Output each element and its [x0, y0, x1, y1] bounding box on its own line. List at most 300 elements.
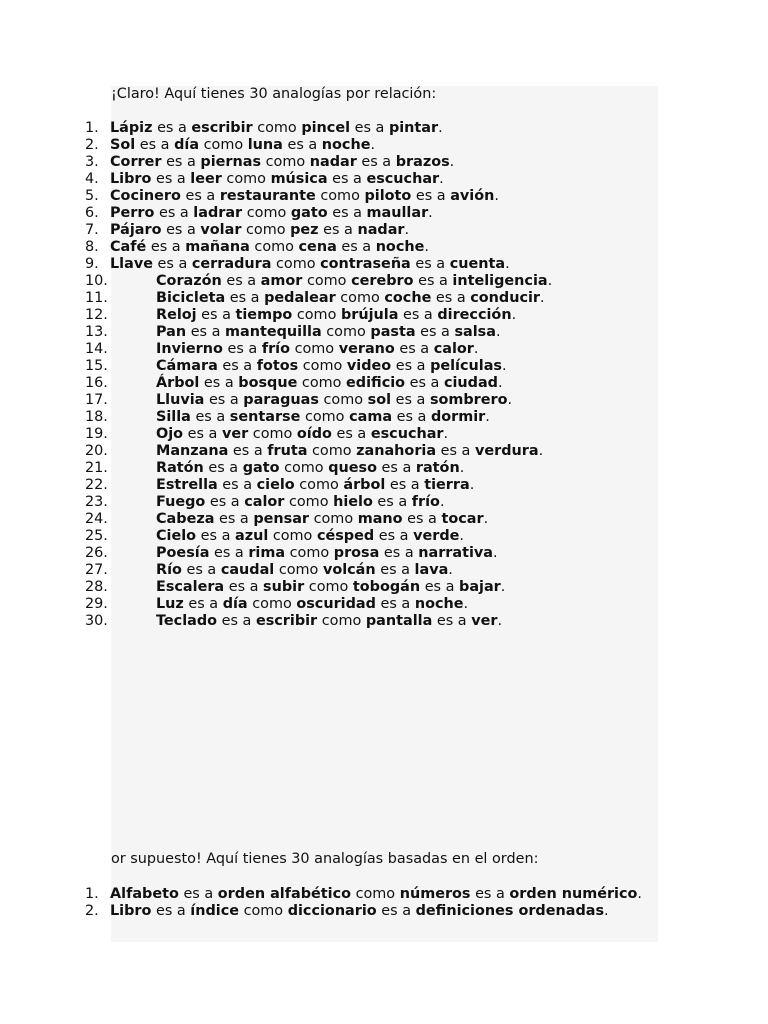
item-number: 24.: [85, 511, 108, 527]
analogy-term: cielo: [256, 477, 295, 493]
analogy-connector: es a: [436, 443, 475, 459]
analogy-connector: como: [242, 205, 291, 221]
analogy-item: [85, 426, 665, 443]
analogy-connector: .: [424, 239, 429, 255]
analogy-list-relation: [85, 120, 665, 630]
analogy-connector: es a: [196, 307, 236, 323]
analogy-connector: .: [637, 886, 642, 902]
analogy-term: restaurante: [219, 188, 316, 204]
analogy-text: [156, 290, 545, 307]
analogy-term: ver: [471, 613, 498, 629]
item-number: 26.: [85, 545, 108, 561]
analogy-connector: es a: [327, 205, 367, 221]
analogy-term: Lluvia: [156, 392, 205, 408]
analogy-connector: es a: [217, 477, 257, 493]
analogy-term: verde: [413, 528, 460, 544]
analogy-term: conducir: [470, 290, 541, 306]
analogy-connector: como: [261, 154, 310, 170]
analogy-item: [85, 477, 665, 494]
analogy-connector: como: [199, 137, 248, 153]
analogy-term: orden numérico: [509, 886, 638, 902]
analogy-connector: .: [463, 596, 469, 612]
analogy-text: [156, 613, 502, 630]
analogy-item: [85, 562, 665, 579]
analogy-connector: como: [274, 562, 323, 578]
analogy-term: escuchar: [366, 171, 440, 187]
analogy-connector: es a: [410, 256, 450, 272]
analogy-term: pensar: [253, 511, 310, 527]
analogy-connector: .: [604, 903, 609, 919]
item-number: 7.: [85, 222, 99, 238]
analogy-term: inteligencia: [452, 273, 548, 289]
analogy-term: ratón: [415, 460, 460, 476]
analogy-connector: es a: [432, 613, 472, 629]
analogy-item: [85, 613, 665, 630]
item-number: 4.: [85, 171, 99, 187]
analogy-term: películas: [430, 358, 502, 374]
analogy-connector: .: [438, 120, 443, 136]
analogy-item: [85, 494, 665, 511]
analogy-connector: es a: [224, 579, 264, 595]
analogy-term: mantequilla: [225, 324, 322, 340]
item-number: 5.: [85, 188, 99, 204]
analogy-connector: es a: [327, 171, 367, 187]
analogy-item: [85, 528, 665, 545]
analogy-term: coche: [384, 290, 432, 306]
analogy-term: música: [270, 171, 328, 187]
analogy-term: Fuego: [156, 494, 206, 510]
analogy-term: paraguas: [243, 392, 319, 408]
analogy-term: Café: [110, 239, 147, 255]
analogy-term: queso: [328, 460, 377, 476]
analogy-connector: como: [268, 528, 317, 544]
analogy-connector: como: [351, 886, 400, 902]
analogy-term: subir: [263, 579, 305, 595]
analogy-connector: como: [248, 426, 297, 442]
analogy-term: rima: [248, 545, 286, 561]
section-1-intro: ¡Claro! Aquí tienes 30 analogías por relación:: [111, 86, 437, 102]
analogy-connector: como: [221, 171, 271, 187]
analogy-term: índice: [190, 903, 239, 919]
analogy-term: Luz: [156, 596, 184, 612]
analogy-connector: como: [321, 324, 371, 340]
analogy-connector: es a: [180, 188, 220, 204]
analogy-term: Cocinero: [110, 188, 181, 204]
analogy-text: [156, 494, 445, 511]
analogy-connector: es a: [196, 528, 235, 544]
item-number: 6.: [85, 205, 99, 221]
analogy-term: volar: [200, 222, 242, 238]
analogy-term: tierra: [424, 477, 470, 493]
analogy-connector: .: [497, 375, 503, 391]
analogy-item: [85, 579, 665, 596]
analogy-text: [110, 137, 375, 154]
analogy-connector: como: [290, 341, 339, 357]
analogy-connector: es a: [178, 886, 218, 902]
analogy-connector: como: [300, 409, 350, 425]
analogy-connector: es a: [391, 392, 430, 408]
analogy-connector: es a: [154, 205, 194, 221]
analogy-term: Reloj: [156, 307, 197, 323]
analogy-term: Cielo: [156, 528, 197, 544]
analogy-term: fotos: [256, 358, 299, 374]
analogy-term: cena: [298, 239, 337, 255]
item-number: 1.: [85, 886, 99, 902]
analogy-term: escribir: [255, 613, 318, 629]
analogy-item: [85, 460, 665, 477]
analogy-connector: es a: [222, 341, 262, 357]
analogy-term: tocar: [441, 511, 484, 527]
analogy-term: Manzana: [156, 443, 229, 459]
analogy-connector: es a: [204, 392, 244, 408]
analogy-text: [156, 511, 488, 528]
analogy-connector: es a: [152, 256, 192, 272]
analogy-text: [110, 222, 409, 239]
analogy-term: Bicicleta: [156, 290, 226, 306]
analogy-term: Libro: [110, 171, 152, 187]
analogy-connector: como: [304, 579, 353, 595]
analogy-term: Escalera: [156, 579, 225, 595]
analogy-connector: es a: [470, 886, 510, 902]
item-number: 19.: [85, 426, 108, 442]
analogy-connector: es a: [214, 511, 254, 527]
analogy-connector: .: [485, 409, 490, 425]
analogy-term: césped: [316, 528, 375, 544]
item-number: 18.: [85, 409, 108, 425]
analogy-connector: es a: [183, 596, 223, 612]
analogy-item: [85, 137, 665, 154]
analogy-connector: .: [404, 222, 410, 238]
analogy-item: [85, 596, 665, 613]
analogy-term: Alfabeto: [110, 886, 179, 902]
analogy-text: [110, 903, 609, 920]
analogy-connector: como: [307, 443, 357, 459]
analogy-item: [85, 358, 665, 375]
analogy-connector: es a: [205, 494, 245, 510]
analogy-connector: .: [448, 562, 453, 578]
analogy-connector: .: [469, 477, 475, 493]
analogy-text: [110, 239, 429, 256]
analogy-item: [85, 188, 665, 205]
analogy-connector: es a: [151, 903, 191, 919]
analogy-item: [85, 120, 665, 137]
analogy-term: árbol: [343, 477, 386, 493]
analogy-term: día: [222, 596, 248, 612]
analogy-connector: es a: [209, 545, 249, 561]
analogy-connector: es a: [398, 307, 438, 323]
analogy-text: [156, 375, 503, 392]
item-number: 20.: [85, 443, 108, 459]
analogy-connector: es a: [146, 239, 186, 255]
analogy-connector: es a: [161, 154, 201, 170]
item-number: 30.: [85, 613, 108, 629]
analogy-term: nadar: [357, 222, 405, 238]
item-number: 3.: [85, 154, 99, 170]
analogy-term: Correr: [110, 154, 162, 170]
analogy-connector: es a: [186, 324, 226, 340]
analogy-connector: .: [428, 205, 433, 221]
analogy-item: [85, 154, 665, 171]
item-number: 9.: [85, 256, 99, 272]
analogy-term: noche: [375, 239, 425, 255]
item-number: 10.: [85, 273, 108, 289]
analogy-term: Sol: [110, 137, 136, 153]
analogy-connector: es a: [375, 596, 415, 612]
analogy-connector: es a: [135, 137, 175, 153]
analogy-connector: .: [439, 171, 444, 187]
analogy-connector: es a: [217, 358, 257, 374]
analogy-text: [156, 273, 552, 290]
item-number: 27.: [85, 562, 108, 578]
analogy-connector: como: [302, 273, 352, 289]
analogy-term: maullar: [366, 205, 429, 221]
analogy-connector: .: [511, 307, 517, 323]
analogy-connector: como: [309, 511, 358, 527]
analogy-connector: como: [294, 477, 344, 493]
analogy-term: Invierno: [156, 341, 223, 357]
analogy-connector: .: [494, 188, 499, 204]
analogy-connector: es a: [228, 443, 268, 459]
item-number: 12.: [85, 307, 108, 323]
analogy-connector: como: [315, 188, 365, 204]
analogy-text: [156, 358, 507, 375]
analogy-term: narrativa: [418, 545, 493, 561]
analogy-text: [156, 460, 464, 477]
analogy-connector: es a: [161, 222, 201, 238]
analogy-term: luna: [247, 137, 283, 153]
analogy-term: calor: [433, 341, 474, 357]
analogy-term: sombrero: [429, 392, 508, 408]
analogy-connector: como: [318, 392, 368, 408]
analogy-item: [85, 324, 665, 341]
analogy-term: prosa: [333, 545, 380, 561]
analogy-term: dirección: [437, 307, 512, 323]
analogy-connector: es a: [420, 579, 460, 595]
item-number: 16.: [85, 375, 108, 391]
analogy-term: Perro: [110, 205, 155, 221]
analogy-item: [85, 409, 665, 426]
analogy-term: edificio: [346, 375, 406, 391]
analogy-text: [156, 562, 453, 579]
analogy-connector: es a: [372, 494, 412, 510]
analogy-connector: es a: [405, 375, 444, 391]
analogy-term: día: [174, 137, 200, 153]
analogy-item: [85, 205, 665, 222]
analogy-term: lava: [414, 562, 449, 578]
analogy-connector: es a: [385, 477, 425, 493]
analogy-term: tiempo: [235, 307, 293, 323]
analogy-connector: es a: [379, 545, 419, 561]
analogy-term: azul: [234, 528, 269, 544]
analogy-text: [156, 443, 543, 460]
analogy-connector: es a: [402, 511, 442, 527]
analogy-text: [156, 307, 516, 324]
analogy-connector: como: [285, 545, 334, 561]
analogy-term: frío: [411, 494, 440, 510]
analogy-term: Corazón: [156, 273, 222, 289]
item-number: 8.: [85, 239, 99, 255]
analogy-connector: es a: [203, 460, 243, 476]
analogy-term: escuchar: [370, 426, 444, 442]
analogy-term: zanahoria: [356, 443, 437, 459]
analogy-text: [110, 171, 444, 188]
analogy-term: pez: [290, 222, 319, 238]
item-number: 11.: [85, 290, 108, 306]
analogy-item: [85, 443, 665, 460]
analogy-text: [156, 477, 474, 494]
analogy-connector: .: [483, 511, 489, 527]
item-number: 25.: [85, 528, 108, 544]
analogy-term: tobogán: [352, 579, 421, 595]
analogy-connector: es a: [151, 171, 191, 187]
analogy-term: brazos: [395, 154, 450, 170]
analogy-term: cerebro: [351, 273, 414, 289]
analogy-term: noche: [321, 137, 371, 153]
analogy-term: sentarse: [229, 409, 301, 425]
analogy-item: [85, 511, 665, 528]
analogy-term: dormir: [430, 409, 486, 425]
analogy-term: oído: [296, 426, 332, 442]
analogy-term: verdura: [474, 443, 539, 459]
analogy-term: Árbol: [156, 375, 200, 391]
item-number: 14.: [85, 341, 108, 357]
analogy-term: Ojo: [156, 426, 184, 442]
analogy-term: brújula: [340, 307, 399, 323]
analogy-connector: .: [459, 528, 464, 544]
analogy-connector: es a: [336, 239, 376, 255]
analogy-term: mano: [357, 511, 403, 527]
analogy-term: avión: [450, 188, 495, 204]
analogy-term: cuenta: [449, 256, 506, 272]
analogy-term: piernas: [200, 154, 262, 170]
analogy-term: verano: [338, 341, 395, 357]
item-number: 28.: [85, 579, 108, 595]
analogy-connector: como: [297, 375, 347, 391]
analogy-connector: .: [459, 460, 465, 476]
analogy-connector: es a: [415, 324, 455, 340]
analogy-term: gato: [242, 460, 280, 476]
analogy-item: [85, 290, 665, 307]
analogy-text: [156, 409, 490, 426]
analogy-connector: .: [443, 426, 449, 442]
item-number: 2.: [85, 137, 99, 153]
analogy-connector: como: [335, 290, 385, 306]
analogy-connector: como: [298, 358, 347, 374]
analogy-item: [85, 171, 665, 188]
analogy-connector: es a: [431, 290, 471, 306]
analogy-term: fruta: [267, 443, 308, 459]
analogy-connector: .: [547, 273, 553, 289]
analogy-connector: es a: [350, 120, 389, 136]
analogy-text: [156, 324, 501, 341]
analogy-term: escribir: [191, 120, 253, 136]
analogy-connector: .: [473, 341, 479, 357]
analogy-connector: es a: [318, 222, 358, 238]
analogy-connector: como: [241, 222, 291, 238]
analogy-term: números: [399, 886, 471, 902]
analogy-list-order: [85, 886, 665, 920]
analogy-item: [85, 341, 665, 358]
analogy-term: caudal: [220, 562, 275, 578]
analogy-connector: es a: [394, 341, 434, 357]
analogy-connector: como: [271, 256, 321, 272]
analogy-connector: es a: [183, 426, 222, 442]
analogy-text: [156, 545, 498, 562]
analogy-term: Cabeza: [156, 511, 215, 527]
analogy-term: cerradura: [191, 256, 272, 272]
analogy-connector: es a: [391, 358, 431, 374]
item-number: 21.: [85, 460, 108, 476]
analogy-connector: .: [497, 613, 503, 629]
analogy-term: volcán: [322, 562, 376, 578]
analogy-term: pantalla: [365, 613, 433, 629]
analogy-term: Estrella: [156, 477, 218, 493]
analogy-term: Libro: [110, 903, 152, 919]
analogy-connector: es a: [375, 562, 415, 578]
analogy-term: calor: [244, 494, 285, 510]
analogy-term: Pan: [156, 324, 187, 340]
analogy-term: piloto: [364, 188, 412, 204]
analogy-connector: como: [279, 460, 329, 476]
analogy-connector: .: [449, 154, 455, 170]
analogy-connector: es a: [221, 273, 261, 289]
analogy-connector: como: [239, 903, 288, 919]
analogy-term: leer: [190, 171, 222, 187]
item-number: 17.: [85, 392, 108, 408]
analogy-term: Silla: [156, 409, 191, 425]
analogy-connector: es a: [356, 154, 396, 170]
analogy-connector: .: [439, 494, 445, 510]
analogy-connector: .: [505, 256, 510, 272]
analogy-text: [110, 188, 499, 205]
analogy-connector: .: [507, 392, 513, 408]
analogy-term: Poesía: [156, 545, 210, 561]
analogy-connector: como: [292, 307, 341, 323]
analogy-term: hielo: [333, 494, 373, 510]
analogy-connector: como: [284, 494, 334, 510]
analogy-item: [85, 375, 665, 392]
analogy-connector: como: [249, 239, 299, 255]
analogy-item: [85, 222, 665, 239]
analogy-term: Pájaro: [110, 222, 162, 238]
analogy-item: [85, 886, 665, 903]
analogy-text: [156, 426, 448, 443]
analogy-term: noche: [414, 596, 464, 612]
analogy-term: pincel: [301, 120, 351, 136]
analogy-term: Ratón: [156, 460, 204, 476]
analogy-term: oscuridad: [296, 596, 376, 612]
analogy-text: [110, 256, 510, 273]
analogy-term: ladrar: [193, 205, 243, 221]
analogy-term: ver: [221, 426, 249, 442]
analogy-term: ciudad: [443, 375, 498, 391]
analogy-connector: es a: [199, 375, 239, 391]
analogy-term: orden alfabético: [217, 886, 351, 902]
item-number: 23.: [85, 494, 108, 510]
analogy-text: [156, 596, 468, 613]
section-2-intro: or supuesto! Aquí tienes 30 analogías basadas en el orden:: [111, 851, 539, 867]
analogy-connector: es a: [411, 188, 451, 204]
analogy-text: [110, 154, 454, 171]
analogy-text: [110, 205, 433, 222]
analogy-term: Teclado: [156, 613, 218, 629]
analogy-connector: .: [538, 443, 544, 459]
analogy-connector: es a: [282, 137, 322, 153]
analogy-text: [156, 579, 505, 596]
analogy-text: [110, 886, 670, 903]
item-number: 2.: [85, 903, 99, 919]
analogy-term: gato: [290, 205, 328, 221]
